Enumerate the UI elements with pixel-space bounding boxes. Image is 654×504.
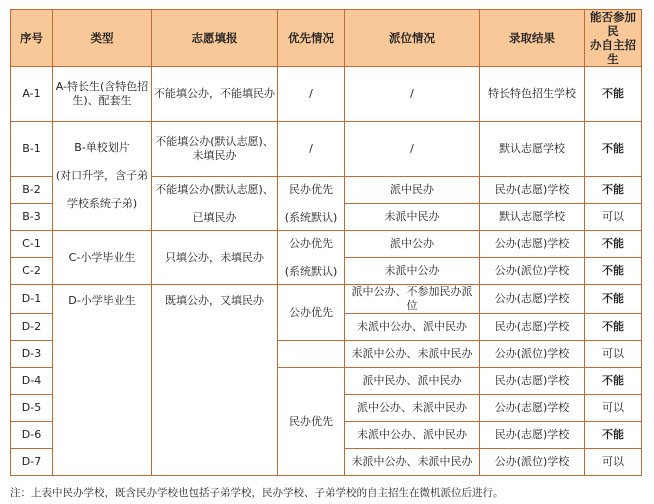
cell-canjoin: 不能 [585,285,642,314]
header-result: 录取结果 [480,10,585,67]
cell-assign: 未派中公办、派中民办 [345,422,480,449]
table-row [11,285,642,314]
cell-type: B-单校划片 (对口升学，含子弟 学校系统子弟) [53,122,152,231]
cell-result: 公办(派位)学校 [480,258,585,285]
cell-seq: D-2 [11,314,53,341]
footnote: 注：上表中民办学校，既含民办学校也包括子弟学校，民办学校、子弟学校的自主招生在微机派位后进行。 [10,487,504,499]
cell-result: 民办(志愿)学校 [480,314,585,341]
cell-canjoin: 可以 [585,395,642,422]
header-row [11,10,642,67]
cell-assign: / [345,122,480,177]
cell-assign: 派中公办、不参加民办派位 [345,285,480,314]
cell-seq: D-5 [11,395,53,422]
header-canjoin: 能否参加民 办自主招生 [585,10,642,67]
cell-result: 默认志愿学校 [480,122,585,177]
cell-seq: B-1 [11,122,53,177]
cell-assign: 未派中公办 [345,258,480,285]
cell-assign: / [345,67,480,122]
cell-fill: 只填公办，未填民办 [152,231,278,285]
cell-canjoin: 不能 [585,231,642,258]
cell-assign: 未派中民办 [345,204,480,231]
cell-type: A-特长生(含特色招 生)、配套生 [53,67,152,122]
cell-assign: 派中民办、派中民办 [345,368,480,395]
header-assign: 派位情况 [345,10,480,67]
cell-seq: A-1 [11,67,53,122]
cell-fill: 不能填公办，不能填民办 [152,67,278,122]
cell-assign: 未派中公办、未派中民办 [345,449,480,476]
table-row [11,231,642,258]
cell-canjoin: 不能 [585,67,642,122]
header-priority: 优先情况 [278,10,345,67]
cell-canjoin: 可以 [585,204,642,231]
cell-result: 公办(志愿)学校 [480,395,585,422]
cell-result: 特长特色招生学校 [480,67,585,122]
cell-fill: 不能填公办(默认志愿)、 未填民办 [152,122,278,177]
cell-result: 民办(志愿)学校 [480,422,585,449]
cell-priority: 民办优先 [278,368,345,476]
cell-canjoin: 可以 [585,341,642,368]
cell-type: D-小学毕业生 [53,285,152,476]
cell-priority: / [278,122,345,177]
cell-canjoin: 不能 [585,177,642,204]
cell-type: C-小学毕业生 [53,231,152,285]
cell-canjoin: 不能 [585,314,642,341]
cell-seq: D-3 [11,341,53,368]
header-fill: 志愿填报 [152,10,278,67]
cell-priority: 公办优先 (系统默认) [278,231,345,285]
cell-fill: 不能填公办(默认志愿)、 已填民办 [152,177,278,231]
enrollment-table [10,9,642,476]
cell-fill: 既填公办，又填民办 [152,285,278,476]
cell-seq: D-6 [11,422,53,449]
cell-assign: 未派中公办、派中民办 [345,314,480,341]
cell-result: 民办(志愿)学校 [480,368,585,395]
cell-canjoin: 可以 [585,449,642,476]
cell-assign: 未派中公办、未派中民办 [345,341,480,368]
cell-canjoin: 不能 [585,368,642,395]
header-seq: 序号 [11,10,53,67]
cell-seq: C-1 [11,231,53,258]
cell-result: 公办(派位)学校 [480,449,585,476]
cell-seq: B-2 [11,177,53,204]
table-row [11,67,642,122]
cell-priority [278,341,345,368]
cell-assign: 派中公办、未派中民办 [345,395,480,422]
table-row [11,122,642,177]
cell-priority: / [278,67,345,122]
cell-priority: 民办优先 (系统默认) [278,177,345,231]
cell-seq: D-7 [11,449,53,476]
cell-priority: 公办优先 [278,285,345,341]
cell-canjoin: 不能 [585,422,642,449]
cell-seq: D-4 [11,368,53,395]
cell-assign: 派中公办 [345,231,480,258]
cell-assign: 派中民办 [345,177,480,204]
header-type: 类型 [53,10,152,67]
cell-result: 公办(志愿)学校 [480,285,585,314]
cell-canjoin: 不能 [585,122,642,177]
cell-result: 默认志愿学校 [480,204,585,231]
cell-result: 公办(志愿)学校 [480,231,585,258]
cell-seq: B-3 [11,204,53,231]
cell-canjoin: 不能 [585,258,642,285]
cell-result: 民办(志愿)学校 [480,177,585,204]
cell-seq: D-1 [11,285,53,314]
cell-seq: C-2 [11,258,53,285]
cell-result: 公办(派位)学校 [480,341,585,368]
